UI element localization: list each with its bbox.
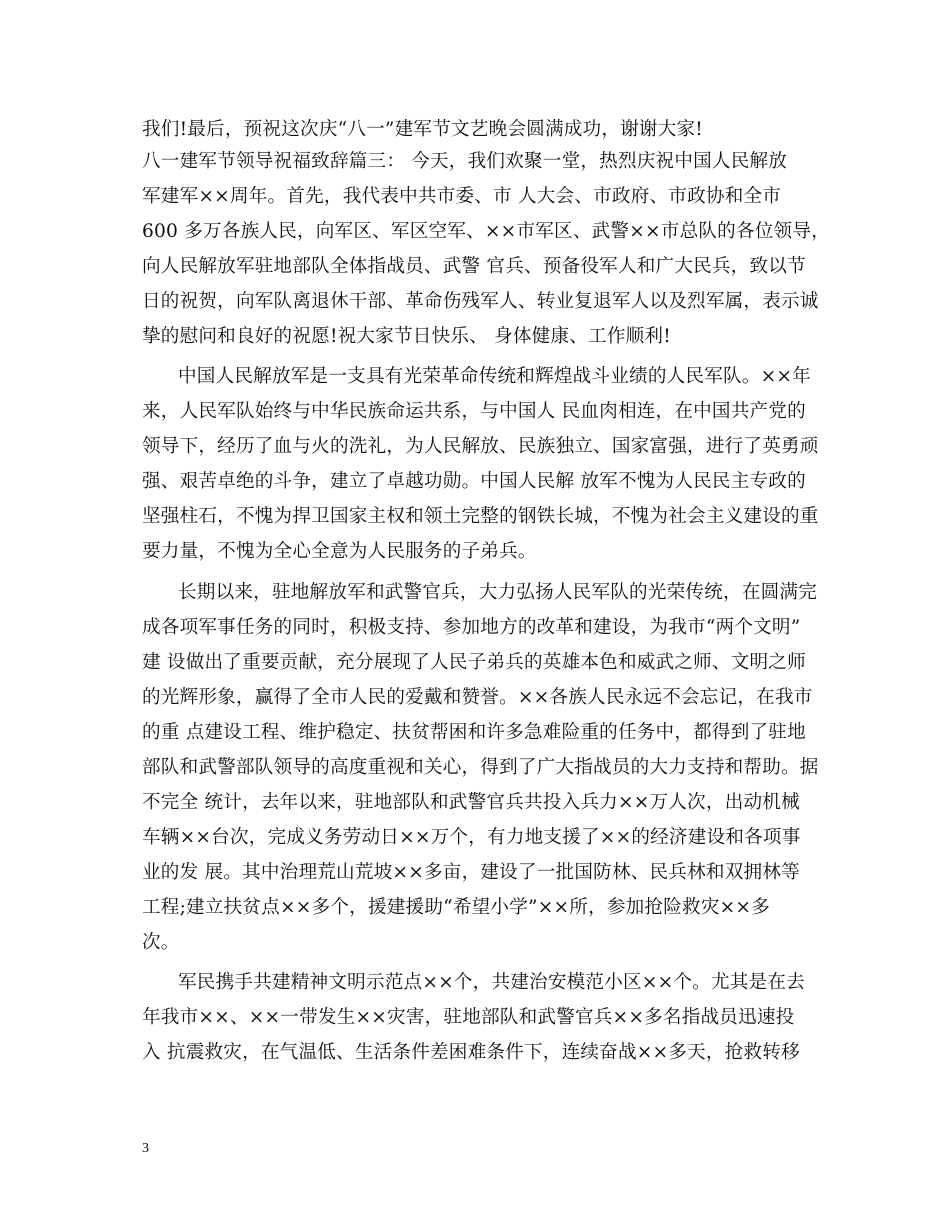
text-line: 我们!最后，预祝这次庆“八一”建军节文艺晚会圆满成功，谢谢大家! — [142, 119, 703, 140]
page-number: 3 — [142, 1141, 149, 1156]
text-line: 工程;建立扶贫点××多个，援建援助“希望小学”××所，参加抢险救灾××多 — [142, 897, 770, 918]
text-line: 向人民解放军驻地部队全体指战员、武警 官兵、预备役军人和广大民兵，致以节 — [142, 256, 806, 277]
text-line: 要力量，不愧为全心全意为人民服务的子弟兵。 — [142, 541, 537, 562]
text-line: 八一建军节领导祝福致辞篇三： 今天，我们欢聚一堂，热烈庆祝中国人民解放 — [142, 151, 788, 172]
text-line: 强、艰苦卓绝的斗争，建立了卓越功勋。中国人民解 放军不愧为人民民主专政的 — [142, 471, 806, 492]
text-line: 坚强柱石，不愧为捍卫国家主权和领土完整的钢铁长城，不愧为社会主义建设的重 — [142, 506, 819, 527]
paragraph-first-line: 军民携手共建精神文明示范点××个，共建治安模范小区××个。尤其是在去 — [178, 972, 805, 993]
paragraph-first-line: 长期以来，驻地解放军和武警官兵，大力弘扬人民军队的光荣传统，在圆满完 — [178, 582, 817, 603]
text-line: 建 设做出了重要贡献，充分展现了人民子弟兵的英雄本色和威武之师、文明之师 — [142, 652, 806, 673]
text-line: 部队和武警部队领导的高度重视和关心，得到了广大指战员的大力支持和帮助。据 — [142, 757, 819, 778]
text-line: 次。 — [142, 932, 180, 953]
text-line: 业的发 展。其中治理荒山荒坡××多亩，建设了一批国防林、民兵林和双拥林等 — [142, 862, 800, 883]
text-line: 挚的慰问和良好的祝愿!祝大家节日快乐、 身体健康、工作顺利! — [142, 326, 671, 347]
text-line: 来，人民军队始终与中华民族命运共系，与中国人 民血肉相连，在中国共产党的 — [142, 401, 806, 422]
text-line: 600 多万各族人民，向军区、军区空军、××市军区、武警××市总队的各位领导， — [142, 221, 830, 242]
text-line: 年我市××、××一带发生××灾害，驻地部队和武警官兵××多名指战员迅速投 — [142, 1007, 795, 1028]
text-line: 军建军××周年。首先，我代表中共市委、市 人大会、市政府、市政协和全市 — [142, 186, 782, 207]
text-line: 的重 点建设工程、维护稳定、扶贫帮困和许多急难险重的任务中，都得到了驻地 — [142, 722, 806, 743]
text-line: 领导下，经历了血与火的洗礼，为人民解放、民族独立、国家富强，进行了英勇顽 — [142, 436, 819, 457]
text-line: 车辆××台次，完成义务劳动日××万个，有力地支援了××的经济建设和各项事 — [142, 827, 801, 848]
text-line: 入 抗震救灾，在气温低、生活条件差困难条件下，连续奋战××多天，抢救转移 — [142, 1042, 800, 1063]
paragraph-first-line: 中国人民解放军是一支具有光荣革命传统和辉煌战斗业绩的人民军队。××年 — [178, 366, 811, 387]
text-line: 不完全 统计，去年以来，驻地部队和武警官兵共投入兵力××万人次，出动机械 — [142, 792, 800, 813]
text-line: 的光辉形象，赢得了全市人民的爱戴和赞誉。××各族人民永远不会忘记，在我市 — [142, 687, 813, 708]
text-line: 成各项军事任务的同时，积极支持、参加地方的改革和建设，为我市“两个文明” — [142, 617, 801, 638]
text-line: 日的祝贺，向军队离退休干部、革命伤残军人、转业复退军人以及烈军属，表示诚 — [142, 291, 819, 312]
